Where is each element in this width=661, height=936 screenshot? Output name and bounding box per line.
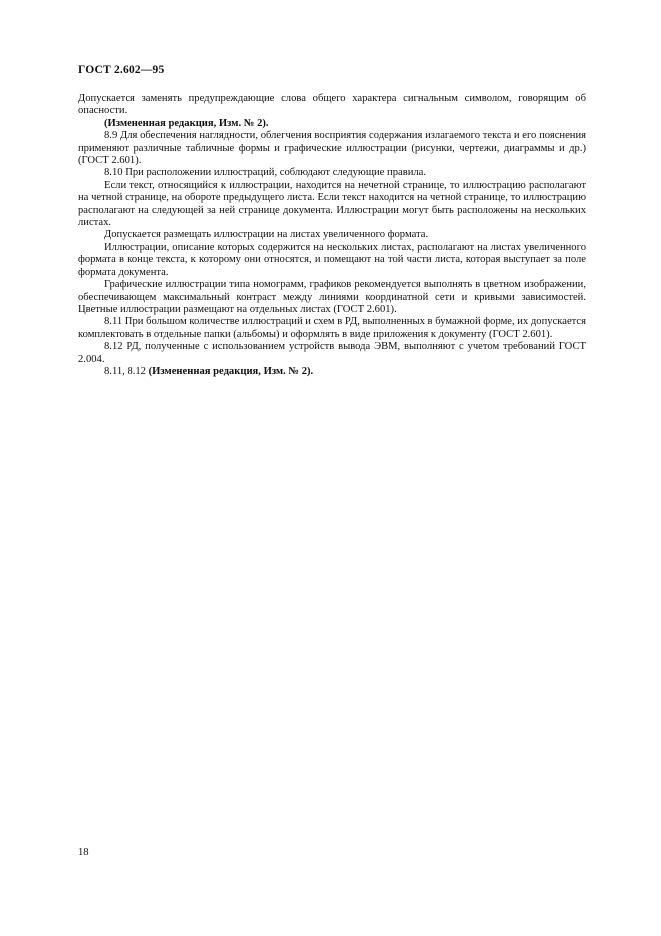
- paragraph: Допускается заменять предупреждающие слова общего характера сигнальным символом, говорящим об опасности.: [78, 93, 586, 117]
- paragraph-8-12: 8.12 РД, полученные с использованием устройств вывода ЭВМ, выполняют с учетом требований ГОСТ 2.004.: [78, 341, 586, 365]
- paragraph: Иллюстрации, описание которых содержится на нескольких листах, располагают на листах увеличенного формата в конце текста, к которому они относятся, и помещают на той части листа, которая выступает за поле формата документа.: [78, 241, 586, 278]
- paragraph: Если текст, относящийся к иллюстрации, находится на нечетной странице, то иллюстрацию располагают на четной странице, на обороте предыдущего листа. Если текст находится на четной странице, то иллюстрацию располагают на следующей за ней странице документа. Иллюстрации могут быть расположены на нескольких листах.: [78, 179, 586, 229]
- paragraph: Допускается размещать иллюстрации на листах увеличенного формата.: [104, 229, 429, 241]
- document-header: ГОСТ 2.602—95: [78, 64, 165, 76]
- paragraph-8-9: 8.9 Для обеспечения наглядности, облегчения восприятия содержания излагаемого текста и его пояснения применяют различные табличные формы и графические иллюстрации (рисунки, чертежи, диаграммы и др.) (ГОСТ 2.601).: [78, 130, 586, 167]
- paragraph: Графические иллюстрации типа номограмм, графиков рекомендуется выполнять в цветном изображении, обеспечивающем максимальный контраст между линиями координатной сети и кривыми зависимостей. Цветные иллюстрации размещают на отдельных листах (ГОСТ 2.601).: [78, 279, 586, 315]
- paragraph-edition-note: (Измененная редакция, Изм. № 2).: [104, 117, 269, 129]
- paragraph-8-11: 8.11 При большом количестве иллюстраций и схем в РД, выполненных в бумажной форме, их допускается комплектовать в отдельные папки (альбомы) и оформлять в виде приложения к документу (ГОСТ 2.601).: [78, 316, 586, 340]
- document-body: [78, 93, 586, 378]
- paragraph-8-10: 8.10 При расположении иллюстраций, соблюдают следующие правила.: [104, 167, 426, 179]
- page-number: 18: [78, 847, 89, 858]
- paragraph-edition-note: 8.11, 8.12 (Измененная редакция, Изм. № 2).: [104, 365, 314, 377]
